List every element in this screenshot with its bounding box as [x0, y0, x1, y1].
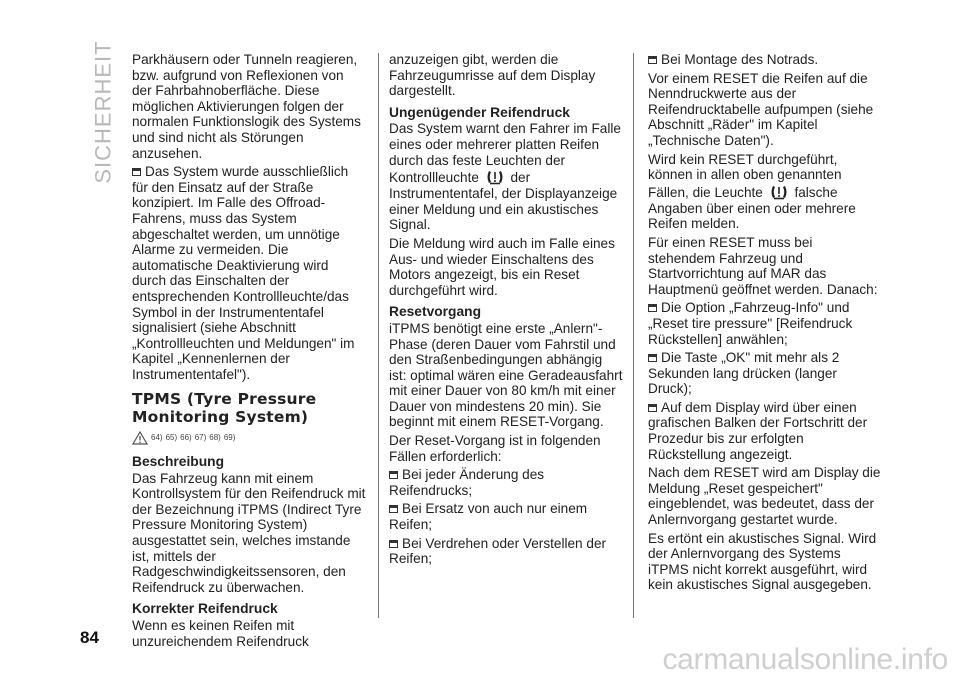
list-item — [648, 350, 882, 397]
paragraph: Es ertönt ein akustisches Signal. Wird der Anlernvorgang des Systems iTPMS nicht korrekt ausgeführt, wird kein akustisches Signal ausgegeben. — [648, 530, 877, 593]
section-heading: TPMS (Tyre Pressure Monitoring System) — [132, 390, 317, 427]
references — [132, 430, 366, 446]
bullet-icon — [648, 56, 657, 64]
section-side-title — [86, 42, 122, 182]
paragraph: Vor einem RESET die Reifen auf die Nenndruckwerte aus der Reifendrucktabelle aufpumpen (siehe Abschnitt „Räder" im Kapitel „Technische Daten"). — [648, 70, 874, 148]
list-item — [389, 467, 623, 498]
bullet-paragraph — [132, 164, 366, 382]
paragraph-text: falsche Angaben über einen oder mehrere Reifen melden. — [648, 184, 856, 232]
column-divider — [378, 53, 379, 618]
paragraph: iTPMS benötigt eine erste „Anlern"-Phase (deren Dauer vom Fahrstil und den Straßenbedingungen abhängig ist: optimal wären eine Geradeausfahrt mit einer Dauer von 80 km/h mit einer Dauer von mindestens 20 min). Sie beginnt mit einem RESET-Vorgang. — [389, 320, 623, 430]
paragraph-text: Das System wurde ausschließlich für den Einsatz auf der Straße konzipiert. Im Falle des Offroad-Fahrens, muss das System abgeschaltet werden, um unnötige Alarme zu vermeiden. Die automatische Deaktivierung wird durch das Einschalten der entsprechenden Kontrollleuchte/das Symbol in der Instrumententafel signalisiert (siehe Abschnitt „Kontrollleuchten und Meldungen" im Kapitel „Kennenlernen der Instrumententafel"). — [132, 164, 355, 382]
subheading: Korrekter Reifendruck — [132, 601, 278, 617]
paragraph: Parkhäusern oder Tunneln reagieren, bzw. aufgrund von Reflexionen von der Fahrbahnoberfläche. Diese möglichen Aktivierungen folgen der normalen Funktionslogik des Systems und sind nicht als Störungen anzusehen. — [132, 52, 361, 161]
reference-number: 69) — [223, 433, 236, 443]
subheading: Resetvorgang — [389, 304, 482, 320]
paragraph-text: der Instrumententafel, der Displayanzeige einer Meldung und ein akustisches Signal. — [389, 170, 618, 233]
tire-pressure-warning-icon — [769, 183, 789, 201]
list-item — [389, 501, 623, 532]
page-number: 84 — [80, 628, 99, 647]
reference-number: 64) — [151, 433, 163, 443]
list-item — [648, 400, 882, 462]
list-item-text: Auf dem Display wird über einen grafischen Balken der Fortschritt der Prozedur bis zur erfolgten Rückstellung angezeigt. — [648, 399, 868, 462]
paragraph: Das Fahrzeug kann mit einem Kontrollsystem für den Reifendruck mit der Bezeichnung iTPMS (Indirect Tyre Pressure Monitoring System) ausgestattet sein, welches imstande ist, mittels der Radgeschwindigkeitssensoren, den Reifendruck zu überwachen. — [132, 470, 366, 595]
bullet-icon — [648, 404, 657, 412]
reference-number: 67) — [194, 433, 207, 443]
paragraph: Wenn es keinen Reifen mit unzureichendem Reifendruck — [132, 618, 309, 649]
list-item-text: Bei jeder Änderung des Reifendrucks; — [389, 467, 545, 498]
list-item — [389, 536, 623, 567]
subheading: Ungenügender Reifendruck — [389, 104, 570, 120]
watermark-text: carmanualsonline.info — [662, 643, 948, 676]
paragraph: Die Meldung wird auch im Falle eines Aus- und wieder Einschaltens des Motors angezeigt, bis ein Reset durchgeführt wird. — [389, 235, 615, 298]
reference-number: 66) — [180, 433, 192, 443]
paragraph: Der Reset-Vorgang ist in folgenden Fällen erforderlich: — [389, 433, 601, 464]
tire-pressure-warning-icon — [485, 168, 505, 186]
reference-number: 65) — [165, 433, 178, 443]
column-divider — [633, 53, 634, 618]
paragraph — [648, 152, 882, 232]
paragraph — [389, 121, 623, 233]
column-2 — [389, 52, 623, 570]
bullet-icon — [389, 471, 398, 479]
list-item-text: Bei Ersatz von auch nur einem Reifen; — [389, 501, 588, 533]
list-item-text: Bei Verdrehen oder Verstellen der Reifen; — [389, 535, 607, 567]
bullet-icon — [648, 304, 657, 312]
bullet-icon — [132, 168, 141, 176]
bullet-icon — [648, 354, 657, 362]
paragraph: anzuzeigen gibt, werden die Fahrzeugumrisse auf dem Display dargestellt. — [389, 52, 596, 99]
subheading: Beschreibung — [132, 454, 224, 470]
list-item — [648, 300, 882, 347]
list-item-text: Die Option „Fahrzeug-Info" und „Reset tire pressure" [Reifendruck Rückstellen] anwählen; — [648, 300, 853, 347]
paragraph-text: Das System warnt den Fahrer im Falle eines oder mehrerer platten Reifen durch das feste Leuchten der Kontrollleuchte — [389, 121, 621, 186]
section-title-text: SICHERHEIT — [91, 40, 116, 184]
list-item-text: Die Taste „OK" mit mehr als 2 Sekunden lang drücken (langer Druck); — [648, 350, 840, 397]
paragraph: Nach dem RESET wird am Display die Meldung „Reset gespeichert" eingeblendet, was bedeutet, dass der Anlernvorgang gestartet wurde. — [648, 465, 881, 528]
list-item — [648, 52, 882, 68]
warning-triangle-icon — [132, 431, 148, 445]
bullet-icon — [389, 505, 398, 513]
bullet-icon — [389, 540, 398, 548]
paragraph: Für einen RESET muss bei stehendem Fahrzeug und Startvorrichtung auf MAR das Hauptmenü geöffnet werden. Danach: — [648, 234, 878, 297]
column-1 — [132, 52, 366, 652]
column-3 — [648, 52, 882, 596]
list-item-text: Bei Montage des Notrads. — [661, 52, 819, 67]
paragraph-text: Wird kein RESET durchgeführt, können in allen oben genannten Fällen, die Leuchte — [648, 151, 842, 200]
reference-number: 68) — [209, 433, 221, 443]
